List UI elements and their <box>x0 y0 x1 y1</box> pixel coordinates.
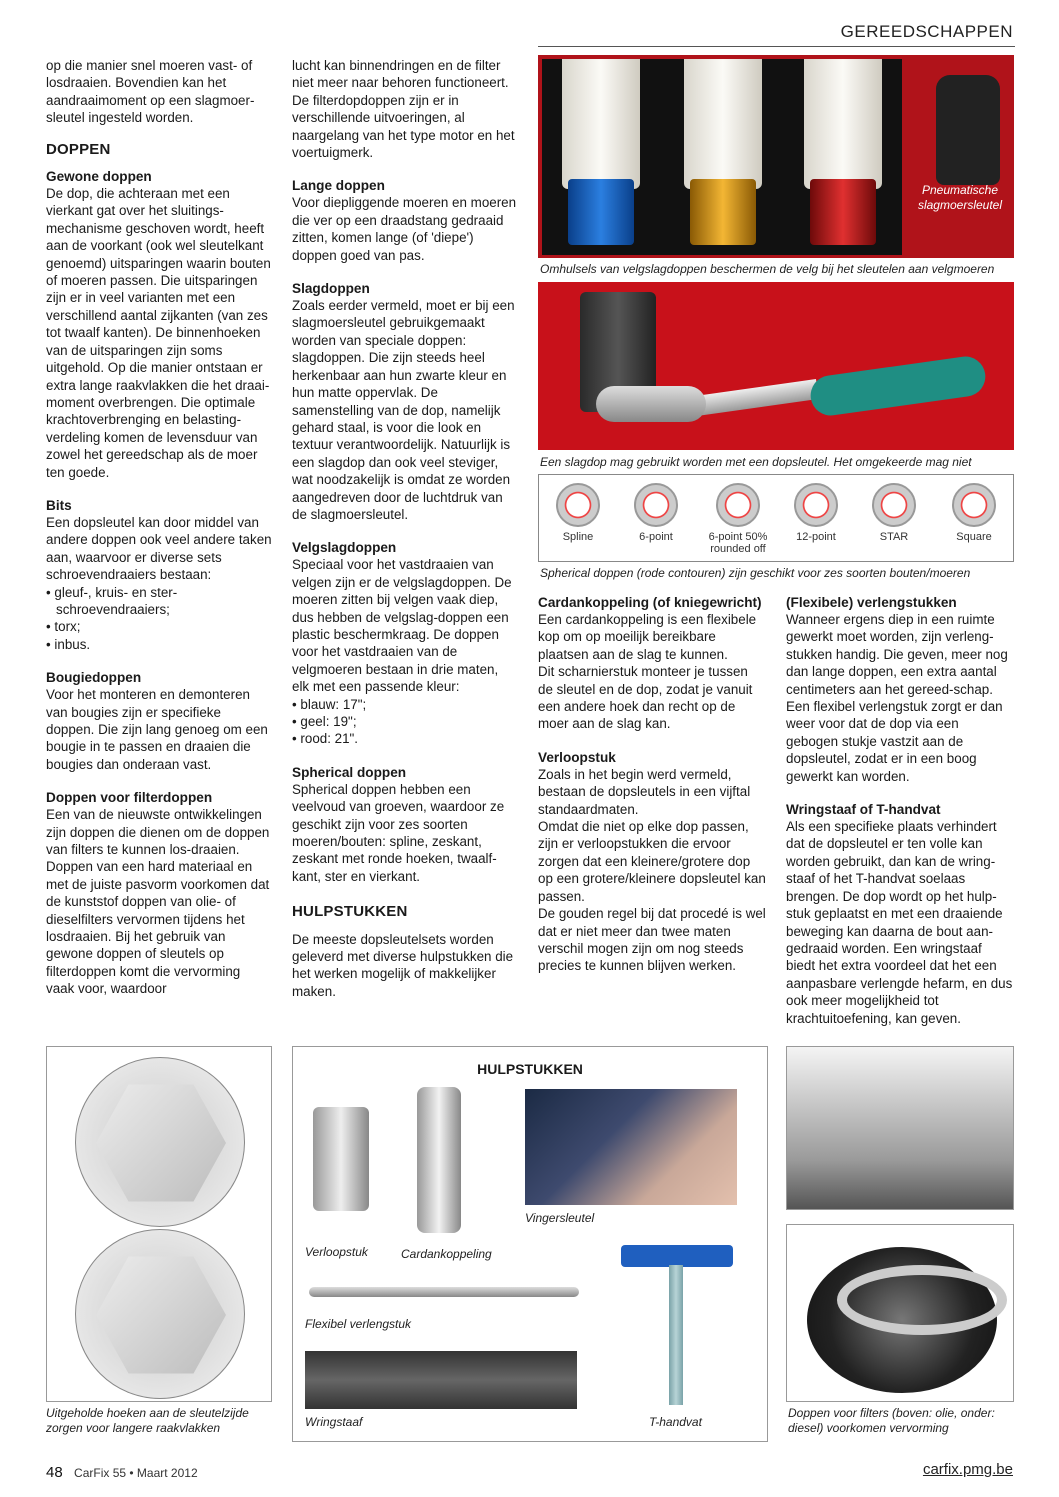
caption-wheel-sockets: Omhulsels van velgslagdoppen beschermen de velg bij het sleutelen aan velgmoeren <box>540 262 995 276</box>
twelve-point-profile-icon <box>794 483 838 527</box>
ratchet-head <box>596 386 706 422</box>
profile-6-point: 6-point <box>619 483 693 543</box>
adapter-icon <box>313 1107 369 1211</box>
photo-wheel-sockets <box>538 55 1014 258</box>
paragraph: Zoals in het begin werd vermeld, bestaan de dopsleutels in een vijftal standaardmaten. <box>538 766 751 817</box>
socket-tray <box>542 59 902 255</box>
hex-rounded-profile-icon <box>716 483 760 527</box>
paragraph: Een cardankoppeling is een flexibele kop om op moeilijk bereikbare plaatsen aan de slag te kunnen. <box>538 612 757 662</box>
spline-profile-icon <box>556 483 600 527</box>
subheading-gewone-doppen: Gewone doppen <box>46 169 152 185</box>
subheading-velgslagdoppen: Velgslagdoppen <box>292 540 397 556</box>
star-profile-icon <box>872 483 916 527</box>
subheading-verloopstuk: Verloopstuk <box>538 749 616 765</box>
page-number: 48 <box>46 1464 63 1481</box>
label-verloopstuk: Verloopstuk <box>305 1245 368 1259</box>
square-profile-icon <box>952 483 996 527</box>
caption-profiles: Spherical doppen (rode contouren) zijn geschikt voor zes soorten bouten/moeren <box>540 566 971 580</box>
photo-diesel-filter-socket <box>786 1224 1014 1402</box>
column-2 <box>292 57 518 1000</box>
column-3 <box>538 594 766 975</box>
t-handle-grip <box>621 1245 733 1267</box>
profile-6-point-rounded: 6-point 50% rounded off <box>695 483 781 555</box>
column-4 <box>786 594 1014 1027</box>
inset-pneumatic-wrench <box>906 59 1010 255</box>
ratchet-shaft <box>687 379 819 417</box>
subheading-cardankoppeling: Cardankoppeling (of kniegewricht) <box>538 595 762 610</box>
paragraph: op die manier snel moeren vast- of losdraaien. Bovendien kan het aandraaimoment op een slagmoer-sleutel ingesteld worden. <box>46 58 255 126</box>
heading-doppen: DOPPEN <box>46 140 111 158</box>
column-1 <box>46 57 272 998</box>
socket-blue <box>562 59 640 249</box>
socket-disc-top <box>75 1057 245 1227</box>
box-hulpstukken <box>292 1046 768 1442</box>
paragraph: De meeste dopsleutelsets worden geleverd met diverse hulpstukken die het werken mogelijk of makkelijker maken. <box>292 931 514 999</box>
universal-joint-icon <box>417 1087 461 1233</box>
photo-oil-filter-socket <box>786 1046 1014 1210</box>
label-cardankoppeling: Cardankoppeling <box>401 1247 492 1261</box>
list-item: • gleuf-, kruis- en ster-schroevendraaiers; <box>46 584 178 617</box>
bits-list <box>46 584 272 654</box>
profile-square: Square <box>937 483 1011 543</box>
hex-nut-icon <box>96 1250 226 1380</box>
socket-red <box>804 59 882 249</box>
caption-ratchet: Een slagdop mag gebruikt worden met een dopsleutel. Het omgekeerde mag niet <box>540 455 972 469</box>
paragraph: Dit scharnierstuk monteer je tussen de sleutel en de dop, zodat je vanuit een andere hoek dan recht op de moer aan de slag kan. <box>538 664 753 732</box>
paragraph: lucht kan binnendringen en de filter niet meer naar behoren functioneert. De filterdopdoppen zijn er in verschillende uitvoeringen, al naargelang van het type motor en het voertuigmerk. <box>292 58 515 161</box>
hex-profile-icon <box>634 483 678 527</box>
finger-wrench-photo <box>525 1089 737 1205</box>
paragraph: Zoals eerder vermeld, moet er bij een slagmoersleutel gebruikgemaakt worden van speciale doppen: slagdoppen. Die zijn steeds heel herkenbaar aan hun zwarte kleur en hun matte oppervlak. De samenstelling van de dop, namelijk gehard staal, is voor die look en textuur verantwoordelijk. Natuurlijk is een slagdop dan ook veel steviger, wat noodzakelijk is omdat ze worden aangedreven door de luchtdruk van de slagmoersleutel. <box>292 298 515 522</box>
header-rule <box>538 46 1015 47</box>
subheading-slagdoppen: Slagdoppen <box>292 281 370 297</box>
list-item: • blauw: 17"; <box>292 696 367 712</box>
label-vingersleutel: Vingersleutel <box>525 1211 595 1225</box>
impact-wrench-icon <box>936 75 1000 185</box>
section-tag: GEREEDSCHAPPEN <box>840 22 1013 41</box>
website-link[interactable]: carfix.pmg.be <box>922 1461 1013 1478</box>
t-handle-shaft <box>669 1265 683 1405</box>
paragraph: Een van de nieuwste ontwikkelingen zijn doppen die dienen om de doppen van filters te kunnen los-draaien. Doppen van een hard materiaal en met de juiste pasvorm voorkomen dat de kunststof doppen van olie- of dieselfilters vervormen tijdens het losdraaien. Bij het gebruik van gewone doppen of sleutels op filterdoppen komt die vervorming vaak voor, waardoor <box>46 807 270 997</box>
diagram-socket-profiles <box>538 474 1014 562</box>
subheading-lange-doppen: Lange doppen <box>292 178 385 194</box>
ratchet-grip <box>808 354 988 418</box>
breaker-bar-photo <box>305 1351 577 1409</box>
paragraph: De gouden regel bij dat procedé is wel dat er niet meer dan twee maten verschil mogen zijn om nog steeds precies te kunnen blijven werken. <box>538 906 766 974</box>
list-item: • torx; <box>46 619 81 635</box>
heading-hulpstukken: HULPSTUKKEN <box>292 903 408 921</box>
footer <box>46 1464 198 1481</box>
flexible-extension-icon <box>309 1287 579 1297</box>
profile-spline: Spline <box>541 483 615 543</box>
velg-list <box>292 696 518 748</box>
subheading-bougiedoppen: Bougiedoppen <box>46 670 142 686</box>
caption-hollowed-corners: Uitgeholde hoeken aan de sleutelzijde zorgen voor langere raakvlakken <box>46 1406 249 1435</box>
subheading-filterdoppen: Doppen voor filterdoppen <box>46 790 213 806</box>
inset-label: Pneumatische slagmoersleutel <box>917 183 1003 212</box>
label-wringstaaf: Wringstaaf <box>305 1415 363 1429</box>
label-flexibel-verlengstuk: Flexibel verlengstuk <box>305 1317 412 1331</box>
profile-star: STAR <box>857 483 931 543</box>
paragraph: Speciaal voor het vastdraaien van velgen zijn er de velgslagdoppen. De moeren zitten bij velgen vaak diep, dus hebben de velgslag-doppen een plastic beschermkraag. De doppen voor het vastdraaien van de velgmoeren bestaan in drie maten, elk met een passende kleur: <box>292 557 512 695</box>
paragraph: De dop, die achteraan met een vierkant gat over het sluitings-mechanisme geschoven wordt, heeft aan de voorkant (ook wel sleutelkant genoemd) uitsparingen waarin bouten of moeren passen. Die uitsparingen zijn er in veel varianten met een verschillend aantal zijkanten (van zes tot twaalf kanten). De binnenhoeken van de uitsparingen zijn soms uitgehold. Op die manier ontstaan er extra lange raakvlakken die het draai-moment overbrengen. Die optimale krachtoverbrenging en belasting-verdeling komen de levensduur van zowel het gereedschap als de moer ten goede. <box>46 186 271 480</box>
paragraph: Spherical doppen hebben een veelvoud van groeven, waardoor ze geschikt zijn voor zes soorten moeren/bouten: spline, zeskant, zeskant met ronde hoeken, twaalf-kant, ster en vierkant. <box>292 781 505 884</box>
paragraph: Wanneer ergens diep in een ruimte gewerkt moet worden, zijn verleng-stukken handig. Die geven, meer nog dan lange doppen, een extra aantal centimeters aan het gereed-schap. Een flexibel verlengstuk zorgt er dan weer voor dat de dop via een gebogen stukje vastzit aan de dopsleutel, zodat er in een boog gewerkt kan worden. <box>786 612 1008 784</box>
subheading-bits: Bits <box>46 497 72 513</box>
list-item: • inbus. <box>46 636 91 652</box>
box-title: HULPSTUKKEN <box>477 1061 583 1077</box>
hex-nut-icon <box>96 1078 226 1208</box>
socket-disc-bottom <box>75 1229 245 1399</box>
list-item: • geel: 19"; <box>292 714 357 729</box>
subheading-verlengstukken: (Flexibele) verlengstukken <box>786 595 957 610</box>
paragraph: Voor diepliggende moeren en moeren die ver op een draadstang gedraaid zitten, komen lange (of 'diepe') doppen goed van pas. <box>292 195 517 263</box>
diagram-hollowed-corners <box>46 1046 272 1402</box>
photo-ratchet <box>538 282 1014 450</box>
issue-info: CarFix 55 • Maart 2012 <box>74 1466 198 1480</box>
paragraph: Als een specifieke plaats verhindert dat de dopsleutel er ten volle kan worden gebruikt, dan kan de wring-staaf of het T-handvat soelaas brengen. De dop wordt op het hulp-stuk geplaatst en met een draaiende beweging kan daarna de bout aan-gedraaid worden. Een wringstaaf biedt het extra voordeel dat het een aanpasbare verlengde hefarm, en dus ook meer mogelijkheid tot krachtuitoefening, kan geven. <box>786 819 1013 1026</box>
socket-gold <box>684 59 762 249</box>
paragraph: Voor het monteren en demonteren van bougies zijn er specifieke doppen. Die zijn lang genoeg om een bougie in te passen en draaien die bougies dan onderaan vast. <box>46 687 268 772</box>
profile-12-point: 12-point <box>779 483 853 543</box>
subheading-spherical-doppen: Spherical doppen <box>292 764 407 780</box>
caption-filter-sockets: Doppen voor filters (boven: olie, onder: diesel) voorkomen vervorming <box>788 1406 995 1435</box>
paragraph: Omdat die niet op elke dop passen, zijn er verloopstukken die ervoor zorgen dat een kleinere/grotere dop op een grotere/kleinere dopsleutel kan passen. <box>538 819 766 904</box>
list-item: • rood: 21". <box>292 731 359 747</box>
label-t-handvat: T-handvat <box>649 1415 702 1429</box>
subheading-wringstaaf: Wringstaaf of T-handvat <box>786 802 941 818</box>
paragraph: Een dopsleutel kan door middel van andere doppen ook veel andere taken aan, waarvoor er diverse sets schroevendraaiers bestaan: <box>46 514 272 583</box>
